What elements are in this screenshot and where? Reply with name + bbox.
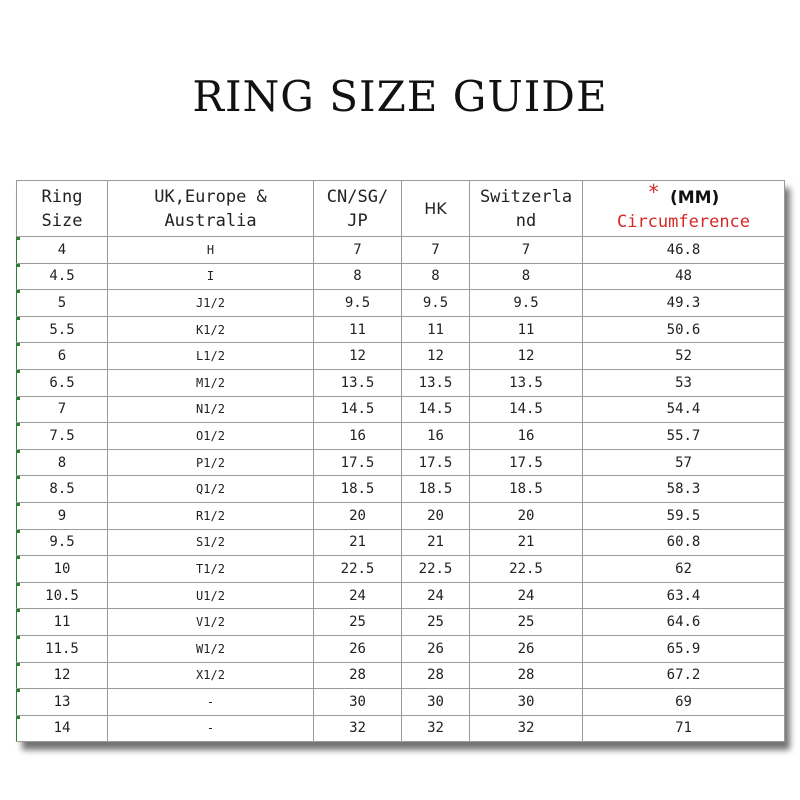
- cell-ring-size: 6: [17, 343, 108, 370]
- cell-circumference: 50.6: [583, 316, 785, 343]
- cell-circumference: 63.4: [583, 582, 785, 609]
- cell-uk-size: -: [108, 689, 314, 716]
- table-header: [17, 181, 785, 237]
- cell-circumference: 54.4: [583, 396, 785, 423]
- cell-swiss-size: 13.5: [470, 369, 583, 396]
- cell-swiss-size: 14.5: [470, 396, 583, 423]
- table-body: [17, 237, 785, 742]
- cell-swiss-size: 16: [470, 423, 583, 450]
- cell-ring-size: 10.5: [17, 582, 108, 609]
- header-swiss-line2: nd: [515, 210, 537, 231]
- table-row: [17, 502, 785, 529]
- cell-ring-size: 10: [17, 556, 108, 583]
- cell-circumference: 57: [583, 449, 785, 476]
- table-row: [17, 263, 785, 290]
- cell-circumference: 71: [583, 715, 785, 742]
- cell-uk-size: -: [108, 715, 314, 742]
- cell-cn-size: 32: [314, 715, 402, 742]
- cell-cn-size: 30: [314, 689, 402, 716]
- cell-uk-size: T1/2: [108, 556, 314, 583]
- cell-cn-size: 28: [314, 662, 402, 689]
- cell-hk-size: 18.5: [402, 476, 470, 503]
- cell-ring-size: 7: [17, 396, 108, 423]
- cell-swiss-size: 32: [470, 715, 583, 742]
- cell-ring-size: 6.5: [17, 369, 108, 396]
- cell-circumference: 62: [583, 556, 785, 583]
- table-row: [17, 316, 785, 343]
- cell-hk-size: 21: [402, 529, 470, 556]
- asterisk-mark: *: [647, 179, 660, 204]
- cell-hk-size: 11: [402, 316, 470, 343]
- cell-cn-size: 8: [314, 263, 402, 290]
- header-cn-line2: JP: [347, 210, 368, 231]
- cell-swiss-size: 28: [470, 662, 583, 689]
- cell-swiss-size: 7: [470, 237, 583, 264]
- cell-hk-size: 13.5: [402, 369, 470, 396]
- cell-swiss-size: 25: [470, 609, 583, 636]
- cell-uk-size: K1/2: [108, 316, 314, 343]
- cell-circumference: 58.3: [583, 476, 785, 503]
- cell-cn-size: 21: [314, 529, 402, 556]
- cell-uk-size: V1/2: [108, 609, 314, 636]
- table-row: [17, 290, 785, 317]
- cell-uk-size: H: [108, 237, 314, 264]
- cell-hk-size: 20: [402, 502, 470, 529]
- cell-swiss-size: 11: [470, 316, 583, 343]
- header-cn-sg-jp: [314, 181, 402, 237]
- header-uk-europe-australia: [108, 181, 314, 237]
- cell-cn-size: 14.5: [314, 396, 402, 423]
- cell-circumference: 52: [583, 343, 785, 370]
- cell-uk-size: U1/2: [108, 582, 314, 609]
- cell-circumference: 65.9: [583, 635, 785, 662]
- page-title: RING SIZE GUIDE: [192, 72, 608, 121]
- table-row: [17, 609, 785, 636]
- cell-uk-size: R1/2: [108, 502, 314, 529]
- cell-cn-size: 11: [314, 316, 402, 343]
- cell-ring-size: 11: [17, 609, 108, 636]
- cell-hk-size: 8: [402, 263, 470, 290]
- cell-circumference: 48: [583, 263, 785, 290]
- cell-circumference: 46.8: [583, 237, 785, 264]
- cell-cn-size: 9.5: [314, 290, 402, 317]
- header-cn-line1: CN/SG/: [326, 186, 389, 207]
- cell-uk-size: Q1/2: [108, 476, 314, 503]
- table-row: [17, 237, 785, 264]
- cell-circumference: 60.8: [583, 529, 785, 556]
- cell-ring-size: 4.5: [17, 263, 108, 290]
- table-row: [17, 396, 785, 423]
- cell-cn-size: 24: [314, 582, 402, 609]
- table-row: [17, 343, 785, 370]
- cell-ring-size: 13: [17, 689, 108, 716]
- cell-uk-size: W1/2: [108, 635, 314, 662]
- cell-ring-size: 8: [17, 449, 108, 476]
- table-row: [17, 556, 785, 583]
- cell-swiss-size: 18.5: [470, 476, 583, 503]
- cell-hk-size: 24: [402, 582, 470, 609]
- cell-ring-size: 9: [17, 502, 108, 529]
- cell-uk-size: I: [108, 263, 314, 290]
- table-row: [17, 662, 785, 689]
- cell-ring-size: 5: [17, 290, 108, 317]
- cell-hk-size: 7: [402, 237, 470, 264]
- header-swiss-line1: Switzerla: [479, 186, 573, 207]
- cell-swiss-size: 9.5: [470, 290, 583, 317]
- cell-hk-size: 9.5: [402, 290, 470, 317]
- cell-uk-size: S1/2: [108, 529, 314, 556]
- cell-cn-size: 18.5: [314, 476, 402, 503]
- cell-swiss-size: 22.5: [470, 556, 583, 583]
- table-row: [17, 369, 785, 396]
- cell-hk-size: 14.5: [402, 396, 470, 423]
- header-uk-line1: UK,Europe &: [154, 186, 267, 207]
- cell-swiss-size: 26: [470, 635, 583, 662]
- cell-hk-size: 25: [402, 609, 470, 636]
- cell-circumference: 53: [583, 369, 785, 396]
- table-row: [17, 715, 785, 742]
- cell-hk-size: 30: [402, 689, 470, 716]
- cell-hk-size: 17.5: [402, 449, 470, 476]
- header-hk: HK: [402, 181, 470, 237]
- header-switzerland: [470, 181, 583, 237]
- cell-swiss-size: 30: [470, 689, 583, 716]
- cell-cn-size: 25: [314, 609, 402, 636]
- cell-circumference: 67.2: [583, 662, 785, 689]
- cell-circumference: 55.7: [583, 423, 785, 450]
- cell-hk-size: 26: [402, 635, 470, 662]
- table-row: [17, 582, 785, 609]
- table-row: [17, 635, 785, 662]
- cell-swiss-size: 20: [470, 502, 583, 529]
- cell-uk-size: J1/2: [108, 290, 314, 317]
- cell-cn-size: 20: [314, 502, 402, 529]
- cell-cn-size: 16: [314, 423, 402, 450]
- header-ring-size-line2: Size: [41, 210, 83, 231]
- cell-swiss-size: 21: [470, 529, 583, 556]
- cell-ring-size: 7.5: [17, 423, 108, 450]
- cell-swiss-size: 24: [470, 582, 583, 609]
- header-uk-line2: Australia: [164, 210, 257, 231]
- cell-swiss-size: 8: [470, 263, 583, 290]
- cell-uk-size: O1/2: [108, 423, 314, 450]
- header-circumference: [583, 181, 785, 237]
- cell-hk-size: 32: [402, 715, 470, 742]
- cell-ring-size: 11.5: [17, 635, 108, 662]
- header-circ-label: Circumference: [616, 211, 751, 232]
- cell-swiss-size: 12: [470, 343, 583, 370]
- cell-uk-size: M1/2: [108, 369, 314, 396]
- cell-circumference: 59.5: [583, 502, 785, 529]
- cell-uk-size: L1/2: [108, 343, 314, 370]
- table-row: [17, 476, 785, 503]
- cell-circumference: 49.3: [583, 290, 785, 317]
- cell-hk-size: 28: [402, 662, 470, 689]
- cell-ring-size: 4: [17, 237, 108, 264]
- ring-size-table: [16, 180, 785, 742]
- cell-ring-size: 5.5: [17, 316, 108, 343]
- table-row: [17, 449, 785, 476]
- cell-hk-size: 16: [402, 423, 470, 450]
- header-circ-unit: (MM): [669, 187, 720, 208]
- cell-cn-size: 7: [314, 237, 402, 264]
- cell-cn-size: 22.5: [314, 556, 402, 583]
- cell-hk-size: 22.5: [402, 556, 470, 583]
- ring-size-table-container: [16, 180, 784, 742]
- cell-cn-size: 26: [314, 635, 402, 662]
- cell-cn-size: 17.5: [314, 449, 402, 476]
- cell-hk-size: 12: [402, 343, 470, 370]
- cell-cn-size: 13.5: [314, 369, 402, 396]
- table-row: [17, 529, 785, 556]
- cell-ring-size: 8.5: [17, 476, 108, 503]
- cell-ring-size: 12: [17, 662, 108, 689]
- cell-uk-size: N1/2: [108, 396, 314, 423]
- cell-circumference: 69: [583, 689, 785, 716]
- cell-ring-size: 9.5: [17, 529, 108, 556]
- cell-circumference: 64.6: [583, 609, 785, 636]
- cell-ring-size: 14: [17, 715, 108, 742]
- cell-uk-size: X1/2: [108, 662, 314, 689]
- cell-swiss-size: 17.5: [470, 449, 583, 476]
- header-ring-size-line1: Ring: [41, 186, 83, 207]
- table-row: [17, 689, 785, 716]
- table-row: [17, 423, 785, 450]
- cell-cn-size: 12: [314, 343, 402, 370]
- cell-uk-size: P1/2: [108, 449, 314, 476]
- header-ring-size: [17, 181, 108, 237]
